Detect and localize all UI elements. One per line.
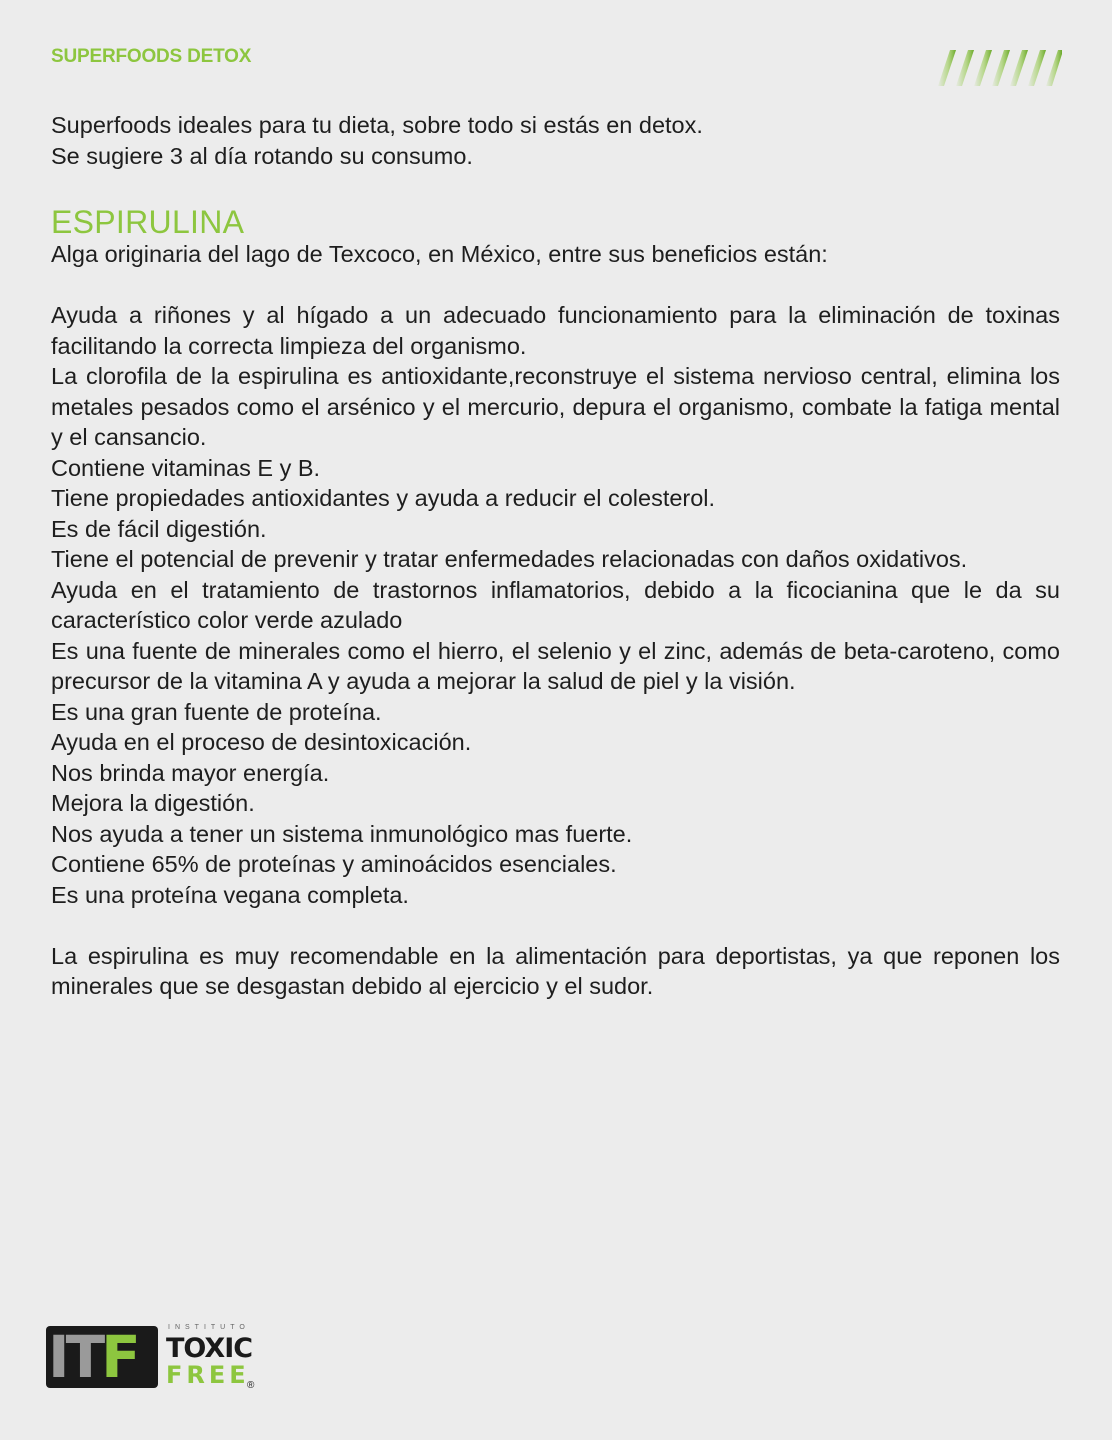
benefit-item: Es de fácil digestión. <box>51 515 267 542</box>
paragraph-spacer <box>51 270 1060 301</box>
benefit-item: Ayuda a riñones y al hígado a un adecuado funcionamiento para la eliminación de toxinas facilitando la correcta limpieza del organismo. <box>51 302 1060 359</box>
benefit-item: Nos brinda mayor energía. <box>51 759 330 786</box>
benefit-item: Mejora la digestión. <box>51 790 255 816</box>
benefit-item: Tiene el potencial de prevenir y tratar enfermedades relacionadas con daños oxidativos. <box>51 546 968 572</box>
benefit-item: Contiene vitaminas E y B. <box>51 454 321 481</box>
benefit-item: Nos ayuda a tener un sistema inmunológico mas fuerte. <box>51 820 633 847</box>
logo-instituto-text: INSTITUTO <box>168 1324 250 1331</box>
benefit-item: Es una gran fuente de proteína. <box>51 698 382 725</box>
document-body <box>51 110 1060 1002</box>
benefit-item: Contiene 65% de proteínas y aminoácidos esenciales. <box>51 851 617 877</box>
section-title: ESPIRULINA <box>51 204 245 240</box>
paragraph-spacer <box>51 910 1060 941</box>
intro-line-1: Superfoods ideales para tu dieta, sobre todo si estás en detox. <box>51 112 703 138</box>
benefit-item: Es una proteína vegana completa. <box>51 881 409 908</box>
logo-monogram: ITF <box>48 1323 137 1391</box>
intro-line-2: Se sugiere 3 al día rotando su consumo. <box>51 142 473 169</box>
diagonal-stripes-icon <box>922 48 1062 88</box>
document-header-title: SUPERFOODS DETOX <box>51 46 252 67</box>
logo-free-text: FREE <box>166 1361 250 1389</box>
benefit-item: La clorofila de la espirulina es antioxidante,reconstruye el sistema nervioso central, elimina los metales pesados como el arsénico y el mercurio, depura el organismo, combate la fatiga mental y el cansancio. <box>51 363 1060 450</box>
benefit-item: Ayuda en el tratamiento de trastornos inflamatorios, debido a la ficocianina que le da su característico color verde azulado <box>51 576 1060 633</box>
benefit-item: Tiene propiedades antioxidantes y ayuda a reducir el colesterol. <box>51 485 716 511</box>
benefit-item: Es una fuente de minerales como el hierro, el selenio y el zinc, además de beta-caroteno, como precursor de la vitamina A y ayuda a mejorar la salud de piel y la visión. <box>51 637 1060 694</box>
section-lead: Alga originaria del lago de Texcoco, en México, entre sus beneficios están: <box>51 241 828 267</box>
closing-paragraph: La espirulina es muy recomendable en la alimentación para deportistas, ya que reponen los minerales que se desgastan debido al ejercicio y el sudor. <box>51 942 1060 999</box>
logo-toxic-text: TOXIC <box>166 1333 253 1364</box>
benefit-item: Ayuda en el proceso de desintoxicación. <box>51 729 472 755</box>
itf-logo <box>46 1322 266 1400</box>
logo-monogram-box <box>46 1323 158 1391</box>
benefits-list <box>51 300 1060 910</box>
registered-mark: ® <box>247 1380 255 1391</box>
